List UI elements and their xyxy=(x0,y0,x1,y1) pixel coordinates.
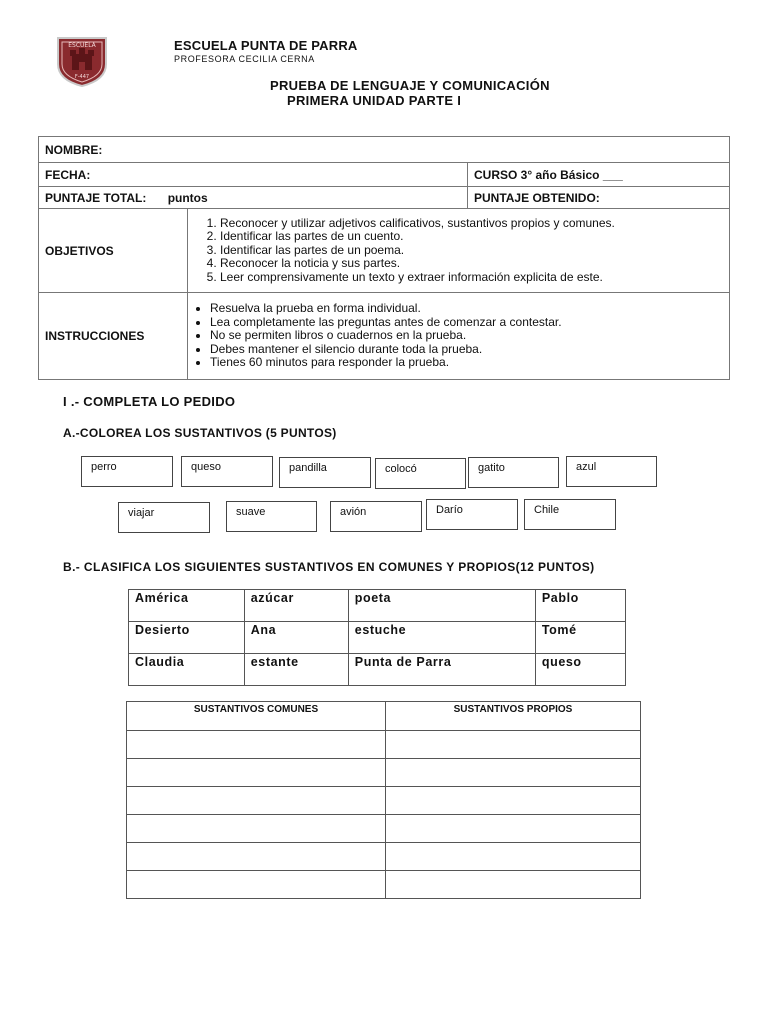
objetivo-item: 3. Identificar las partes de un poema. xyxy=(220,244,723,258)
word-box[interactable]: gatito xyxy=(468,457,559,488)
word-box[interactable]: pandilla xyxy=(279,457,371,488)
noun-cell: estante xyxy=(244,654,348,686)
puntos-label: puntos xyxy=(167,190,208,205)
table-row xyxy=(127,843,641,871)
answer-cell[interactable] xyxy=(127,871,386,899)
noun-cell: azúcar xyxy=(244,590,348,622)
answer-cell[interactable] xyxy=(127,731,386,759)
noun-cell: estuche xyxy=(348,622,535,654)
noun-cell: América xyxy=(129,590,245,622)
student-info-table xyxy=(38,136,730,380)
noun-cell: Ana xyxy=(244,622,348,654)
logo-text-top: ESCUELA xyxy=(68,42,96,49)
instruccion-item: • No se permiten libros o cuadernos en la prueba. xyxy=(210,329,723,343)
instruccion-item: • Tienes 60 minutos para responder la prueba. xyxy=(210,356,723,370)
noun-cell: Punta de Parra xyxy=(348,654,535,686)
header-propios: SUSTANTIVOS PROPIOS xyxy=(386,702,641,731)
instruccion-item: • Resuelva la prueba en forma individual. xyxy=(210,302,723,316)
word-box[interactable]: colocó xyxy=(375,458,466,489)
objetivos-list xyxy=(194,217,723,285)
puntaje-total-cell[interactable] xyxy=(39,187,468,209)
word-box[interactable]: Darío xyxy=(426,499,518,530)
word-box[interactable]: suave xyxy=(226,501,317,532)
noun-cell: Pablo xyxy=(535,590,625,622)
objetivos-cell xyxy=(188,209,730,293)
teacher-name: PROFESORA CECILIA CERNA xyxy=(174,54,315,64)
instrucciones-list xyxy=(194,302,723,370)
noun-cell: Tomé xyxy=(535,622,625,654)
answer-cell[interactable] xyxy=(127,843,386,871)
word-box[interactable]: perro xyxy=(81,456,173,487)
objetivo-item: 5. Leer comprensivamente un texto y extraer información explicita de este. xyxy=(220,271,723,285)
answer-cell[interactable] xyxy=(127,759,386,787)
logo-text-bottom: F-447 xyxy=(74,74,90,80)
answer-cell[interactable] xyxy=(127,815,386,843)
instrucciones-cell xyxy=(188,293,730,380)
nouns-table xyxy=(128,589,626,686)
answer-cell[interactable] xyxy=(386,843,641,871)
puntaje-obtenido-cell[interactable] xyxy=(467,187,729,209)
curso-cell[interactable] xyxy=(467,163,729,187)
table-row xyxy=(129,622,626,654)
objetivo-item: 2. Identificar las partes de un cuento. xyxy=(220,230,723,244)
school-name: ESCUELA PUNTA DE PARRA xyxy=(174,38,358,53)
table-row xyxy=(127,759,641,787)
nombre-cell[interactable] xyxy=(39,137,730,163)
school-logo xyxy=(54,34,110,88)
table-row xyxy=(127,731,641,759)
fecha-label: FECHA: xyxy=(45,167,91,182)
puntaje-obtenido-label: PUNTAJE OBTENIDO: xyxy=(473,190,600,205)
part-a-title: A.-COLOREA LOS SUSTANTIVOS (5 PUNTOS) xyxy=(63,426,337,440)
classification-table xyxy=(126,701,641,899)
noun-cell: queso xyxy=(535,654,625,686)
word-box[interactable]: azul xyxy=(566,456,657,487)
nombre-label: NOMBRE: xyxy=(45,142,103,157)
test-subtitle: PRIMERA UNIDAD PARTE I xyxy=(287,93,462,108)
objetivo-item: 1. Reconocer y utilizar adjetivos calificativos, sustantivos propios y comunes. xyxy=(220,217,723,231)
test-title: PRUEBA DE LENGUAJE Y COMUNICACIÓN xyxy=(270,78,550,93)
objetivos-label: OBJETIVOS xyxy=(39,209,188,293)
word-box[interactable]: Chile xyxy=(524,499,616,530)
fecha-cell[interactable] xyxy=(39,163,468,187)
table-row xyxy=(127,871,641,899)
answer-cell[interactable] xyxy=(386,759,641,787)
table-row xyxy=(129,654,626,686)
table-row xyxy=(127,815,641,843)
table-header-row xyxy=(127,702,641,731)
noun-cell: Desierto xyxy=(129,622,245,654)
instrucciones-label: INSTRUCCIONES xyxy=(39,293,188,380)
answer-cell[interactable] xyxy=(386,787,641,815)
table-row xyxy=(129,590,626,622)
answer-cell[interactable] xyxy=(386,731,641,759)
answer-cell[interactable] xyxy=(127,787,386,815)
objetivo-item: 4. Reconocer la noticia y sus partes. xyxy=(220,257,723,271)
word-box[interactable]: avión xyxy=(330,501,422,532)
instruccion-item: • Debes mantener el silencio durante toda la prueba. xyxy=(210,343,723,357)
word-box[interactable]: viajar xyxy=(118,502,210,533)
curso-label: CURSO 3° año Básico ___ xyxy=(473,167,623,182)
noun-cell: Claudia xyxy=(129,654,245,686)
word-box[interactable]: queso xyxy=(181,456,273,487)
header-comunes: SUSTANTIVOS COMUNES xyxy=(127,702,386,731)
puntaje-total-label: PUNTAJE TOTAL: xyxy=(45,190,147,205)
table-row xyxy=(127,787,641,815)
part-b-title: B.- CLASIFICA LOS SIGUIENTES SUSTANTIVOS EN COMUNES Y PROPIOS(12 PUNTOS) xyxy=(63,560,595,574)
answer-cell[interactable] xyxy=(386,871,641,899)
answer-cell[interactable] xyxy=(386,815,641,843)
noun-cell: poeta xyxy=(348,590,535,622)
instruccion-item: • Lea completamente las preguntas antes de comenzar a contestar. xyxy=(210,316,723,330)
section-title: I .- COMPLETA LO PEDIDO xyxy=(63,394,236,409)
